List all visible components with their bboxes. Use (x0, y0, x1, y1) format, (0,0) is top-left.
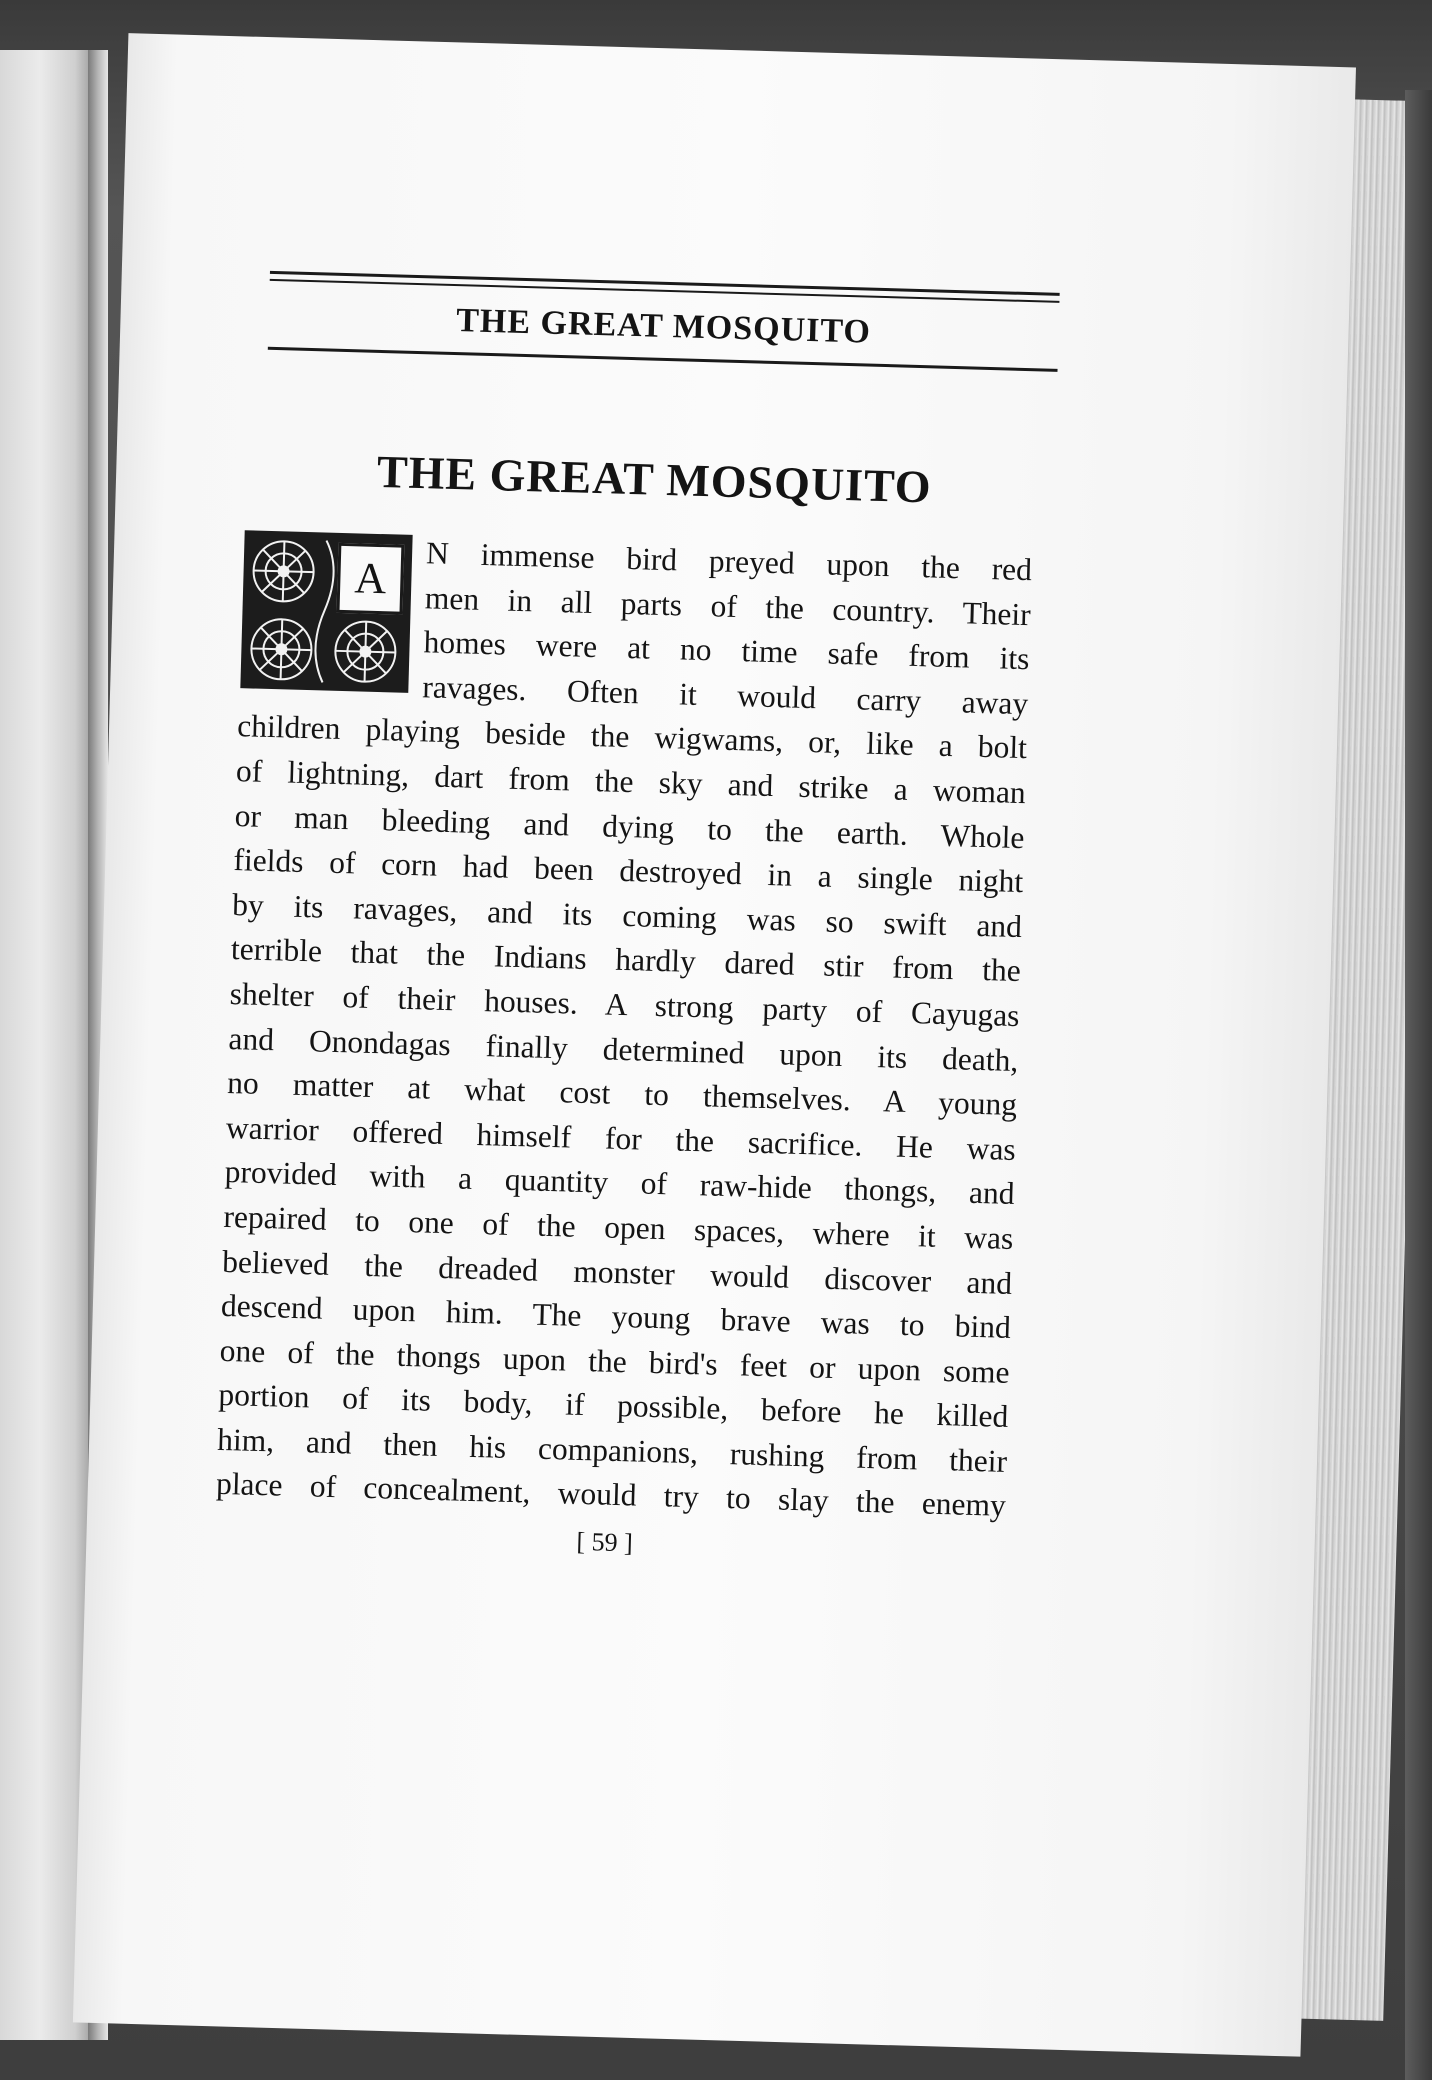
text-line: provided with a quantity of raw-hide thongs, and (224, 1154, 1015, 1212)
ornamental-drop-cap (238, 528, 414, 695)
text-line: men in all parts of the country. Their (424, 579, 1032, 632)
text-line: him, and then his companions, rushing from their (216, 1421, 1008, 1479)
edge-shadow (1405, 90, 1432, 2080)
chapter-title: THE GREAT MOSQUITO (376, 445, 933, 513)
text-line: no matter at what cost to themselves. A young (226, 1065, 1018, 1123)
drop-cap-letter: A (336, 543, 404, 615)
text-line: shelter of their houses. A strong party of Cayugas (229, 975, 1020, 1033)
text-line: portion of its body, if possible, before he killed (218, 1377, 1009, 1435)
text-line: terrible that the Indians hardly dared stir from the (230, 931, 1022, 989)
text-line: one of the thongs upon the bird's feet or upon some (219, 1332, 1011, 1390)
running-head-title: THE GREAT MOSQUITO (455, 302, 872, 351)
text-line: and Onondagas finally determined upon its death, (228, 1020, 1019, 1078)
text-line: by its ravages, and its coming was so swift and (231, 886, 1023, 944)
body-text (215, 526, 1032, 1529)
text-line: N immense bird preyed upon the red (425, 535, 1033, 588)
text-line: children playing beside the wigwams, or, like a bolt (236, 708, 1028, 766)
text-line: homes were at no time safe from its (423, 624, 1030, 677)
text-line: or man bleeding and dying to the earth. Whole (234, 797, 1025, 855)
text-line: repaired to one of the open spaces, where it was (223, 1198, 1014, 1256)
page-content (204, 270, 1039, 1569)
text-line: ravages. Often it would carry away (421, 669, 1029, 721)
text-line: of lightning, dart from the sky and strike a woman (235, 753, 1027, 811)
page-number: [ 59 ] (576, 1526, 634, 1558)
text-line: place of concealment, would try to slay the enemy (215, 1466, 1007, 1524)
text-line: fields of corn had been destroyed in a single night (233, 842, 1024, 900)
text-line: believed the dreaded monster would discover and (221, 1243, 1013, 1301)
text-line: warrior offered himself for the sacrifice. He was (225, 1109, 1017, 1167)
text-line: descend upon him. The young brave was to bind (220, 1287, 1012, 1346)
